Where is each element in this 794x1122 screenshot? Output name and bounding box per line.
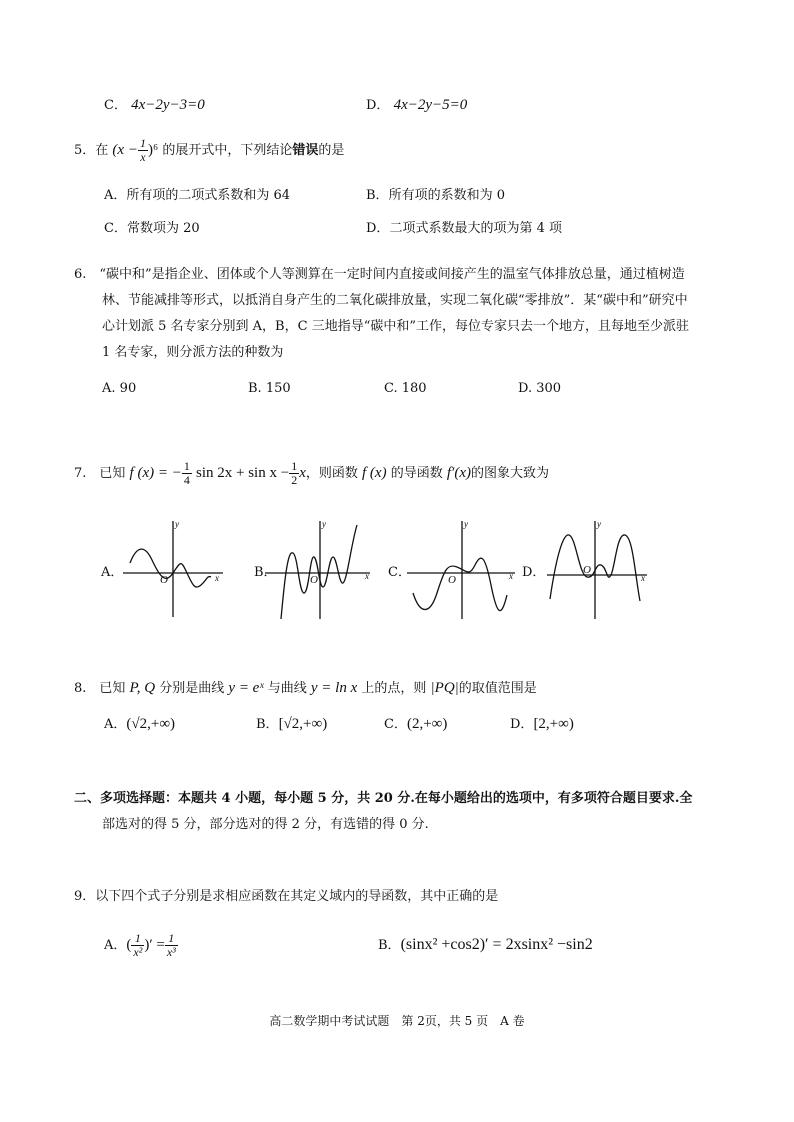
q7-graphs — [95, 515, 655, 627]
q7-graph-b-x-label: x — [365, 571, 369, 581]
q4-option-c — [104, 92, 205, 119]
q6-option-c-text: 180 — [401, 381, 427, 396]
q9-option-a-frac-left-num: 1 — [131, 932, 144, 946]
q7-frac-2-den: 2 — [291, 473, 298, 487]
q6-option-a-label: A. — [102, 381, 116, 396]
q7-fpx: f′(x) — [446, 465, 471, 481]
q7-graph-a-origin: O — [160, 574, 168, 586]
q9-option-a-frac-right-den: x³ — [166, 945, 176, 959]
q5-option-c-label: C． — [104, 221, 127, 236]
q7-frac-1-num: 1 — [183, 459, 190, 473]
q7-graph-b — [265, 521, 370, 619]
q7-stem-tail2: 的导函数 — [390, 466, 443, 481]
q6-option-a — [102, 376, 136, 402]
q9-option-a-mid: )′ = — [144, 937, 165, 953]
q6-option-c — [384, 376, 427, 402]
q7-graph-a-label: A． — [101, 565, 124, 580]
q5-option-c-text: 常数项为 20 — [126, 221, 200, 236]
q5-binom-base: (x − — [112, 142, 138, 158]
q6-option-b-label: B. — [248, 381, 262, 396]
q7-graph-a-curve — [130, 549, 211, 587]
q7-mid: sin 2x + sin x − — [196, 465, 290, 481]
q6-option-d-label: D. — [518, 381, 533, 396]
q6-option-d-text: 300 — [536, 381, 562, 396]
q8-option-d-label: D． — [510, 717, 534, 732]
q8-option-a-expr: (√2,+∞) — [126, 716, 176, 732]
q6-option-a-text: 90 — [119, 381, 137, 396]
q8-pq: P, Q — [129, 680, 156, 696]
q7-func: f (x) = − — [129, 465, 182, 481]
q8-option-b-label: B． — [256, 717, 279, 732]
q8-option-a-label: A． — [104, 717, 127, 732]
q6-option-d — [518, 376, 561, 402]
q9-option-b-expr: (sinx² +cos2)′ = 2xsinx² −sin2 — [400, 936, 593, 953]
q7-graph-c-label: C． — [388, 565, 411, 580]
q7-graph-c-origin: O — [448, 574, 456, 586]
q5-option-b-text: 所有项的系数和为 0 — [388, 188, 505, 203]
q6-line-2: 林、节能减排等形式，以抵消自身产生的二氧化碳排放量，实现二氧化碳“零排放”．某“碳中和”研究中 — [102, 293, 688, 308]
q5-option-c — [104, 216, 200, 242]
q8-option-a — [104, 711, 175, 738]
q7-frac-1 — [182, 460, 192, 487]
q6-line-4: 1 名专家，则分派方法的种数为 — [102, 345, 284, 360]
q7-frac-2-num: 1 — [291, 459, 298, 473]
q9-option-a: A．( $\frac{1}{\text{x²}}$ )′ = $\frac{1}{\text{x³}}$ — [104, 931, 176, 959]
q6-option-b — [248, 376, 291, 402]
q7-graph-d-y-label: y — [597, 519, 601, 529]
q7-graph-d — [547, 521, 647, 619]
q7-x-end: x — [299, 465, 306, 481]
q5-option-b-label: B． — [366, 188, 389, 203]
q8-abs: |PQ| — [430, 680, 459, 696]
q7-graph-a — [123, 521, 223, 617]
q6-line-3: 心计划派 5 名专家分别到 A，B，C 三地指导“碳中和”工作，每位专家只去一个地方，且每地至少派驻 — [102, 319, 689, 334]
q9-option-a-frac-left — [131, 932, 144, 959]
q5-option-d-text: 二项式系数最大的项为第 4 项 — [389, 221, 562, 236]
q6-option-c-label: C. — [384, 381, 398, 396]
q8-curve-2: y = ln x — [310, 680, 358, 696]
q7-graph-b-y-label: y — [322, 519, 326, 529]
section2-line-2: 部选对的得 5 分，部分选对的得 2 分，有选错的得 0 分. — [102, 817, 429, 832]
q5-stem — [74, 137, 344, 164]
q4-option-c-expr: 4x−2y−3=0 — [131, 97, 205, 113]
q9-option-b — [378, 932, 593, 959]
q9-option-a-frac-right — [165, 932, 178, 959]
q7-stem-tail: ，则函数 — [305, 466, 358, 481]
q5-option-a-label: A． — [104, 188, 127, 203]
q8-text-3: 上的点，则 — [361, 681, 427, 696]
q7-frac-2 — [289, 460, 299, 487]
q7-graph-c-x-label: x — [509, 571, 513, 581]
q5-binom-exp: )⁶ — [147, 142, 159, 158]
q9-option-b-label: B． — [378, 938, 401, 953]
q5-number: 5．在 — [74, 143, 109, 158]
q6-line-1: 6. “碳中和”是指企业、团体或个人等测算在一定时间内直接或间接产生的温室气体排放总量，通过植树造 — [74, 267, 685, 282]
q5-fraction — [138, 137, 148, 164]
q7-graph-c-curve — [413, 558, 507, 610]
q7-graph-d-label: D． — [522, 565, 546, 580]
q4-option-d-expr: 4x−2y−5=0 — [393, 97, 468, 113]
q8-number: 8. 已知 — [74, 681, 126, 696]
q7-frac-1-den: 4 — [183, 473, 190, 487]
q5-option-d-label: D． — [366, 221, 390, 236]
q8-text-1: 分别是曲线 — [159, 681, 225, 696]
q7-graph-b-origin: O — [310, 574, 318, 586]
q7-stem-end: 的图象大致为 — [471, 466, 550, 481]
q5-option-b — [366, 183, 505, 209]
q5-option-a-text: 所有项的二项式系数和为 64 — [126, 188, 291, 203]
page-footer: 高二数学期中考试试题 第 2页，共 5 页 A 卷 — [269, 1014, 525, 1028]
q4-option-d — [366, 92, 467, 119]
q8-curve-1: y = eˣ — [228, 680, 264, 696]
q9-option-a-frac-left-den: x² — [133, 945, 143, 959]
section2-line-1: 二、多项选择题：本题共 4 小题，每小题 5 分，共 20 分.在每小题给出的选项中，有多项符合题目要求.全 — [74, 791, 693, 806]
q5-stem-bold: 错误 — [292, 143, 319, 158]
q7-stem — [74, 460, 549, 487]
q7-graph-d-origin: O — [583, 564, 591, 576]
q9-option-a-frac-right-num: 1 — [165, 932, 178, 946]
q4-option-c-label: C． — [104, 98, 127, 113]
q5-option-d — [366, 216, 562, 242]
q7-graph-a-y-label: y — [175, 519, 179, 529]
q8-option-d-expr: [2,+∞) — [533, 716, 574, 732]
q4-option-d-label: D． — [366, 98, 390, 113]
q8-option-b — [256, 711, 327, 738]
q7-number: 7. 已知 — [74, 466, 126, 481]
q5-option-a — [104, 183, 290, 209]
q8-option-c — [384, 711, 447, 738]
q8-option-c-expr: (2,+∞) — [406, 716, 448, 732]
q5-stem-end: 的是 — [318, 143, 345, 158]
q5-frac-den: x — [140, 150, 146, 164]
q7-graph-c — [407, 521, 515, 619]
q8-text-4: 的取值范围是 — [458, 681, 537, 696]
q7-graph-d-x-label: x — [641, 573, 645, 583]
q8-stem — [74, 675, 537, 702]
q7-graph-b-curve — [281, 525, 357, 619]
q7-graph-c-y-label: y — [464, 519, 468, 529]
q8-option-c-label: C． — [384, 717, 407, 732]
q7-graph-a-x-label: x — [215, 573, 219, 583]
q9-stem: 9．以下四个式子分别是求相应函数在其定义域内的导函数，其中正确的是 — [74, 889, 499, 904]
q8-option-b-expr: [√2,+∞) — [278, 716, 328, 732]
q8-text-2: 与曲线 — [267, 681, 307, 696]
q5-frac-num: 1 — [139, 136, 146, 150]
q7-fx: f (x) — [362, 465, 387, 481]
q6-option-b-text: 150 — [265, 381, 291, 396]
q9-option-a-label: A． — [104, 938, 127, 953]
q8-option-d — [510, 711, 574, 738]
q7-graph-b-label: B． — [254, 565, 277, 580]
q5-stem-tail: 的展开式中，下列结论 — [162, 143, 293, 158]
